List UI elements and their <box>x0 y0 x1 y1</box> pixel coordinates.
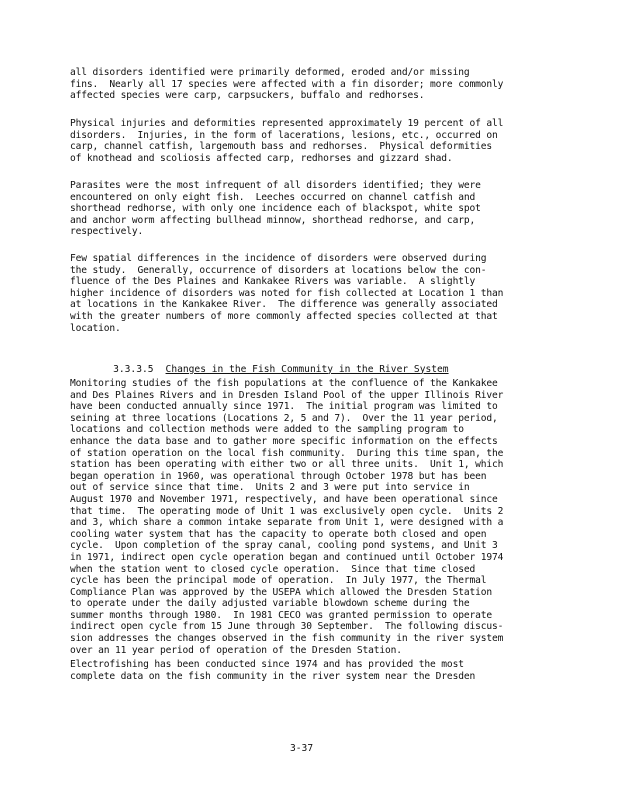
section-title: Changes in the Fish Community in the River System <box>165 363 449 375</box>
paragraph-parasites: Parasites were the most infrequent of all disorders identified; they were encountered on only eight fish. Leeches occurred on channel catfish and shorthead redhorse, with only one incidence each of blackspot, white spot and anchor worm affecting bullhead minnow, shorthead redhorse, and carp, respectively. <box>70 180 481 238</box>
paragraph-spatial-differences: Few spatial differences in the incidence of disorders were observed during the study. Generally, occurrence of disorders at locations below the con- fluence of the Des Plaines and Kankakee Rivers was variable. A slightly higher incidence of disorders was noted for fish collected at Location 1 than at locations in the Kankakee River. The difference was generally associated with the greater numbers of more commonly affected species collected at that location. <box>70 253 504 334</box>
paragraph-electrofishing: Electrofishing has been conducted since 1974 and has provided the most complete data on the fish community in the river system near the Dresden <box>70 659 476 682</box>
page-number: 3-37 <box>290 743 314 754</box>
paragraph-monitoring-studies: Monitoring studies of the fish populations at the confluence of the Kankakee and Des Plaines Rivers and in Dresden Island Pool of the upper Illinois River have been conducted annually since 1971. The initial program was limited to seining at three locations (Locations 2, 5 and 7). Over the 11 year period, locations and collection methods were added to the sampling program to enhance the data base and to gather more specific information on the effects of station operation on the local fish community. During this time span, the station has been operating with either two or all three units. Unit 1, which began operation in 1960, was operational through October 1978 but has been out of service since that time. Units 2 and 3 were put into service in August 1970 and November 1971, respectively, and have been operational since that time. The operating mode of Unit 1 was exclusively open cycle. Units 2 and 3, which share a common intake separate from Unit 1, were designed with a cooling water system that has the capacity to operate both closed and open cycle. Upon completion of the spray canal, cooling pond systems, and Unit 3 in 1971, indirect open cycle operation began and continued until October 1974 when the station went to closed cycle operation. Since that time closed cycle has been the principal mode of operation. In July 1977, the Thermal Compliance Plan was approved by the USEPA which allowed the Dresden Station to operate under the daily adjusted variable blowdown scheme during the summer months through 1980. In 1981 CECO was granted permission to operate indirect open cycle from 15 June through 30 September. The following discus- sion addresses the changes observed in the fish community in the river system over an 11 year period of operation of the Dresden Station. <box>70 378 504 656</box>
section-number: 3.3.3.5 <box>113 363 154 375</box>
paragraph-fin-disorders: all disorders identified were primarily deformed, eroded and/or missing fins. Nearly all 17 species were affected with a fin disorder; more commonly affected species were carp, carpsuckers, buffalo and redhorses. <box>70 67 504 102</box>
paragraph-physical-injuries: Physical injuries and deformities represented approximately 19 percent of all disorders. Injuries, in the form of lacerations, lesions, etc., occurred on carp, channel catfish, largemouth bass and redhorses. Physical deformities of knothead and scoliosis affected carp, redhorses and gizzard shad. <box>70 118 504 164</box>
